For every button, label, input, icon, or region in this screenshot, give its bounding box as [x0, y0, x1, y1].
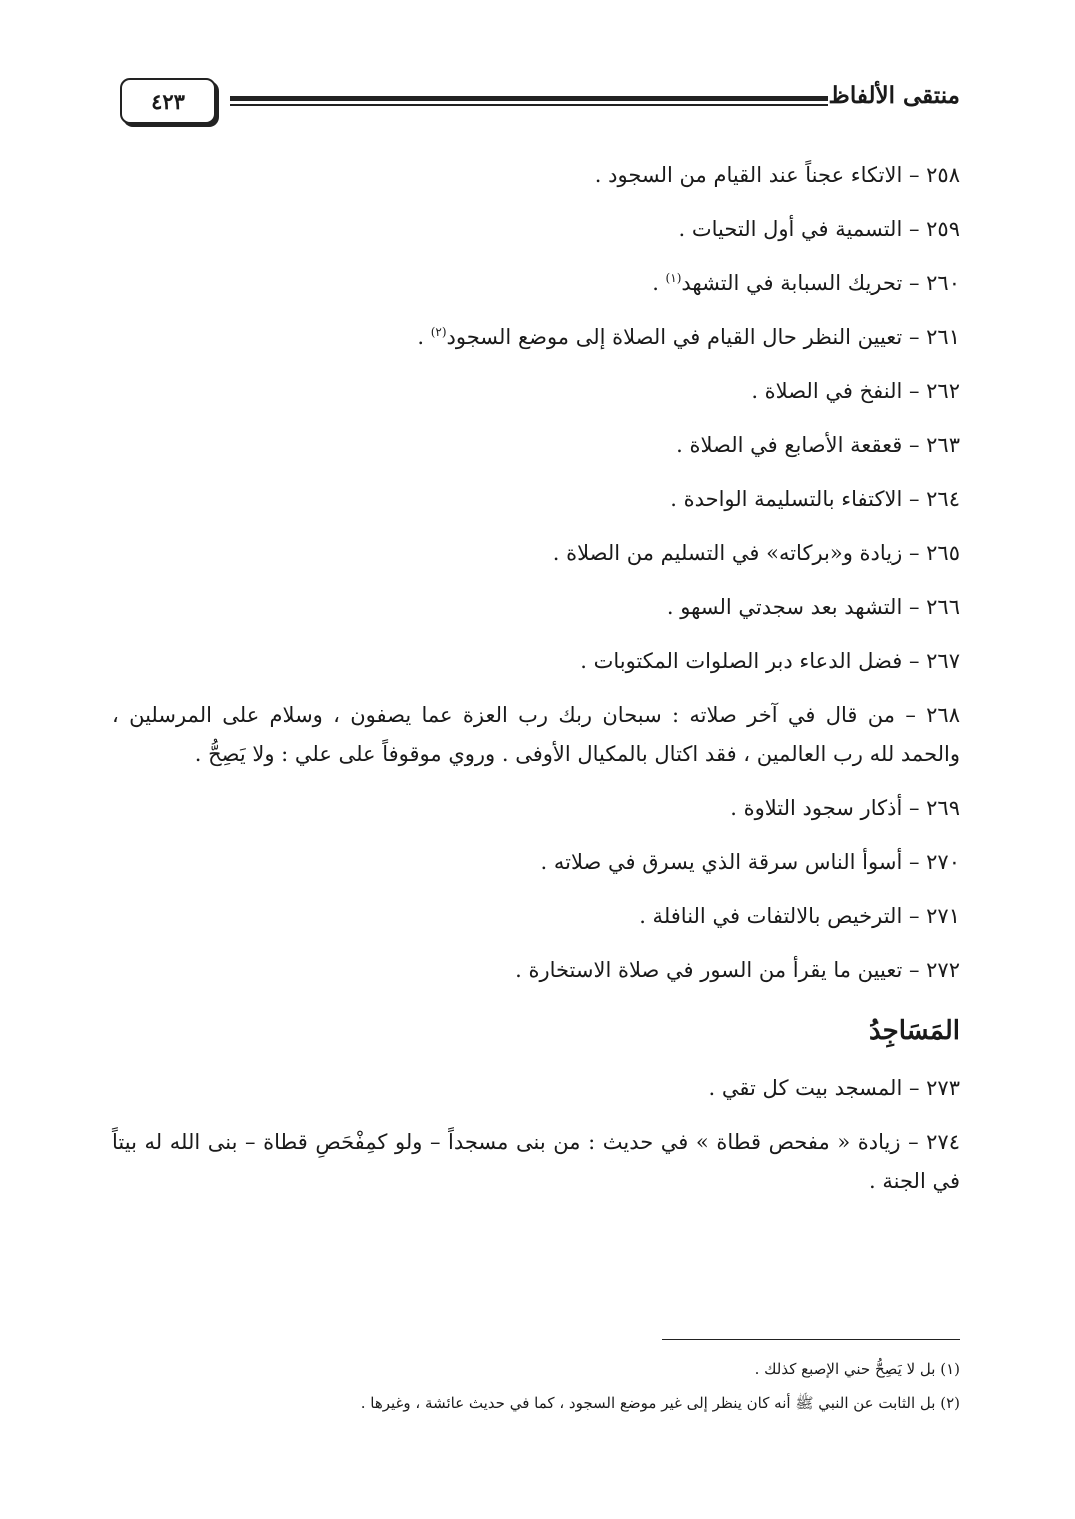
list-item: ٢٦٦ – التشهد بعد سجدتي السهو . [666, 595, 960, 619]
footnotes [112, 1352, 960, 1420]
list-item: ٢٥٨ – الاتكاء عجناً عند القيام من السجود . [594, 163, 960, 187]
footnote-ref: (١) [665, 271, 682, 285]
list-item: ٢٦٢ – النفخ في الصلاة . [751, 379, 960, 403]
list-item: ٢٧١ – الترخيص بالالتفات في النافلة . [639, 904, 960, 928]
footnote-ref: (٢) [430, 325, 447, 339]
list-item: ٢٧٣ – المسجد بيت كل تقي . [708, 1076, 960, 1100]
list-item: ٢٦٣ – قعقعة الأصابع في الصلاة . [676, 433, 960, 457]
main-text [112, 148, 960, 1208]
section-heading: المَسَاجِدُ [868, 1016, 960, 1046]
header-rule [230, 96, 828, 106]
list-item: ٢٧٠ – أسوأ الناس سرقة الذي يسرق في صلاته . [540, 850, 960, 874]
list-item: ٢٦٨ – من قال في آخر صلاته : سبحان ربك رب العزة عما يصفون ، وسلام على المرسلين ، والحمد لله رب العالمين ، فقد اكتال بالمكيال الأوفى . وروي موقوفاً على علي : ولا يَصِحُّ . [112, 703, 960, 766]
list-item: ٢٥٩ – التسمية في أول التحيات . [678, 217, 960, 241]
list-item: ٢٦٠ – تحريك السبابة في التشهد$^{(١)}$ . [652, 271, 960, 295]
list-item: ٢٦١ – تعيين النظر حال القيام في الصلاة إلى موضع السجود$^{(٢)}$ . [417, 325, 960, 349]
footnote-divider [662, 1339, 960, 1340]
list-item: ٢٦٩ – أذكار سجود التلاوة . [730, 796, 960, 820]
running-title: منتقى الألفاظ [828, 82, 960, 109]
list-item: ٢٦٧ – فضل الدعاء دبر الصلوات المكتوبات . [580, 649, 960, 673]
footnote-1: (١) بل لا يَصِحُّ حني الإصبع كذلك . [754, 1360, 960, 1378]
list-item: ٢٦٥ – زيادة و«بركاته» في التسليم من الصلاة . [552, 541, 960, 565]
list-item: ٢٦٤ – الاكتفاء بالتسليمة الواحدة . [670, 487, 960, 511]
footnote-2: (٢) بل الثابت عن النبي ﷺ أنه كان ينظر إلى غير موضع السجود ، كما في حديث عائشة ، وغيرها . [360, 1394, 960, 1412]
page-number-box [120, 78, 216, 124]
list-item: ٢٧٤ – زيادة « مفحص قطاة » في حديث : من بنى مسجداً – ولو كمِفْحَصِ قطاة – بنى الله له بيتاً في الجنة . [112, 1130, 960, 1193]
list-item: ٢٧٢ – تعيين ما يقرأ من السور في صلاة الاستخارة . [515, 958, 960, 982]
page-number: ٤٢٣ [151, 88, 185, 114]
page-header [112, 78, 960, 130]
